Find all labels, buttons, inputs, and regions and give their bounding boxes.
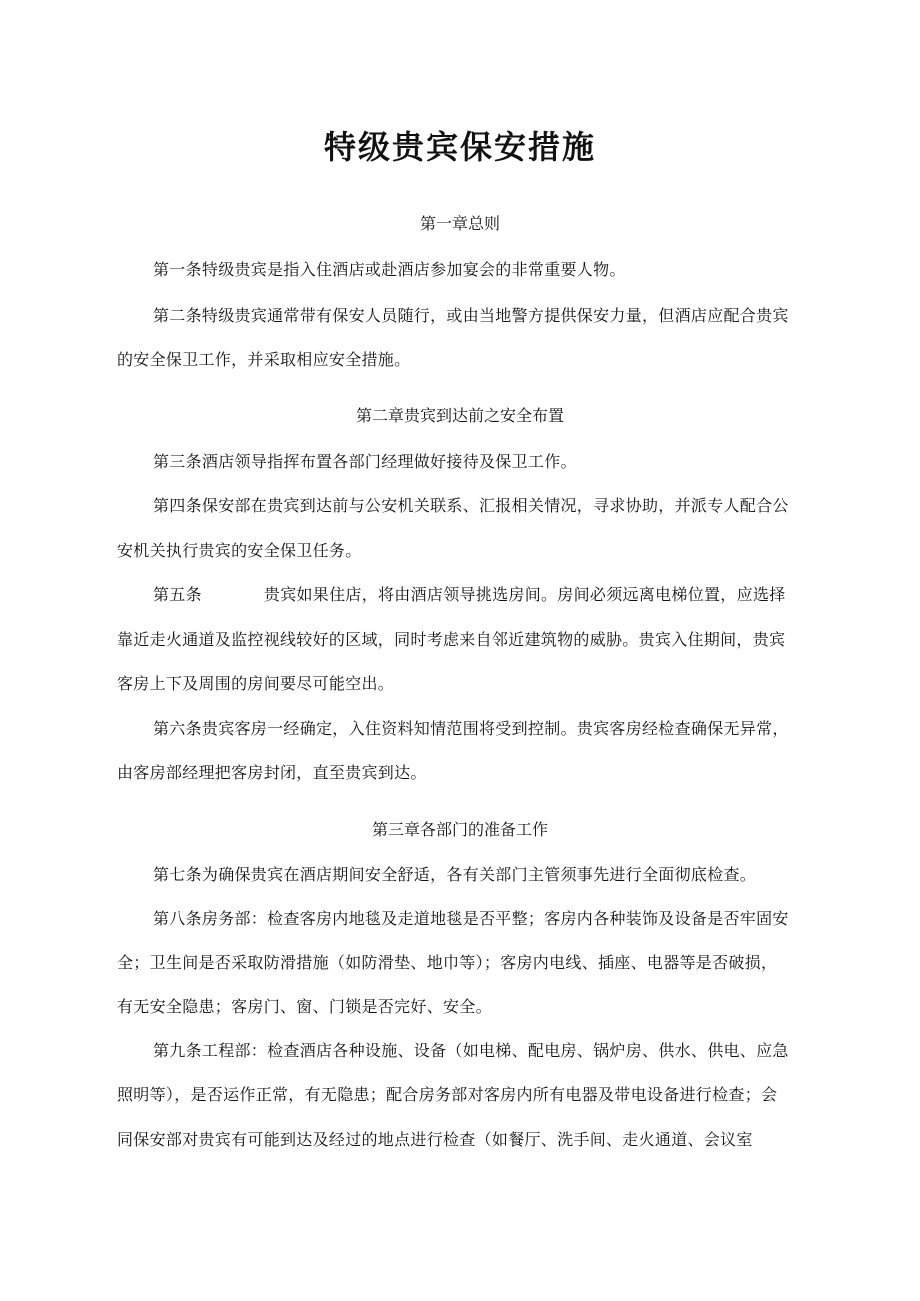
chapter-1-heading: 第一章总则	[419, 214, 500, 233]
article-2-line-1: 第二条特级贵宾通常带有保安人员随行，或由当地警方提供保安力量，但酒店应配合贵宾	[153, 306, 789, 325]
article-5-label: 第五条	[153, 585, 202, 604]
article-3-line-1: 第三条酒店领导指挥布置各部门经理做好接待及保卫工作。	[153, 452, 577, 471]
article-5-line-1	[153, 582, 786, 605]
article-4-line-1: 第四条保安部在贵宾到达前与公安机关联系、汇报相关情况，寻求协助，并派专人配合公	[153, 496, 789, 515]
article-2-line-2: 的安全保卫工作，并采取相应安全措施。	[117, 350, 411, 369]
article-6-line-2: 由客房部经理把客房封闭，直至贵宾到达。	[117, 763, 427, 782]
article-5-line-3: 客房上下及周围的房间要尽可能空出。	[117, 674, 395, 693]
article-5-text: 贵宾如果住店，将由酒店领导挑选房间。房间必须远离电梯位置，应选择	[263, 585, 786, 604]
document-title: 特级贵宾保安措施	[323, 128, 596, 166]
article-4-line-2: 安机关执行贵宾的安全保卫任务。	[117, 541, 362, 560]
article-6-line-1: 第六条贵宾客房一经确定，入住资料知情范围将受到控制。贵宾客房经检查确保无异常，	[153, 719, 789, 738]
article-5-line-2: 靠近走火通道及监控视线较好的区域，同时考虑来自邻近建筑物的威胁。贵宾入住期间，贵宾	[117, 630, 786, 649]
article-1-line-1: 第一条特级贵宾是指入住酒店或赴酒店参加宴会的非常重要人物。	[153, 260, 626, 279]
article-9-line-3: 同保安部对贵宾有可能到达及经过的地点进行检查（如餐厅、洗手间、走火通道、会议室	[117, 1130, 753, 1149]
article-9-line-2: 照明等），是否运作正常，有无隐患；配合房务部对客房内所有电器及带电设备进行检查；会	[117, 1085, 778, 1104]
article-7-line-1: 第七条为确保贵宾在酒店期间安全舒适，各有关部门主管须事先进行全面彻底检查。	[153, 865, 757, 884]
article-8-line-3: 有无安全隐患；客房门、窗、门锁是否完好、安全。	[117, 997, 492, 1016]
article-8-line-2: 全；卫生间是否采取防滑措施（如防滑垫、地巾等）；客房内电线、插座、电器等是否破损，	[117, 953, 778, 972]
article-9-line-1: 第九条工程部：检查酒店各种设施、设备（如电梯、配电房、锅炉房、供水、供电、应急	[153, 1041, 789, 1060]
chapter-3-heading: 第三章各部门的准备工作	[371, 820, 548, 839]
article-8-line-1: 第八条房务部：检查客房内地毯及走道地毯是否平整；客房内各种装饰及设备是否牢固安	[153, 909, 789, 928]
chapter-2-heading: 第二章贵宾到达前之安全布置	[355, 406, 564, 425]
